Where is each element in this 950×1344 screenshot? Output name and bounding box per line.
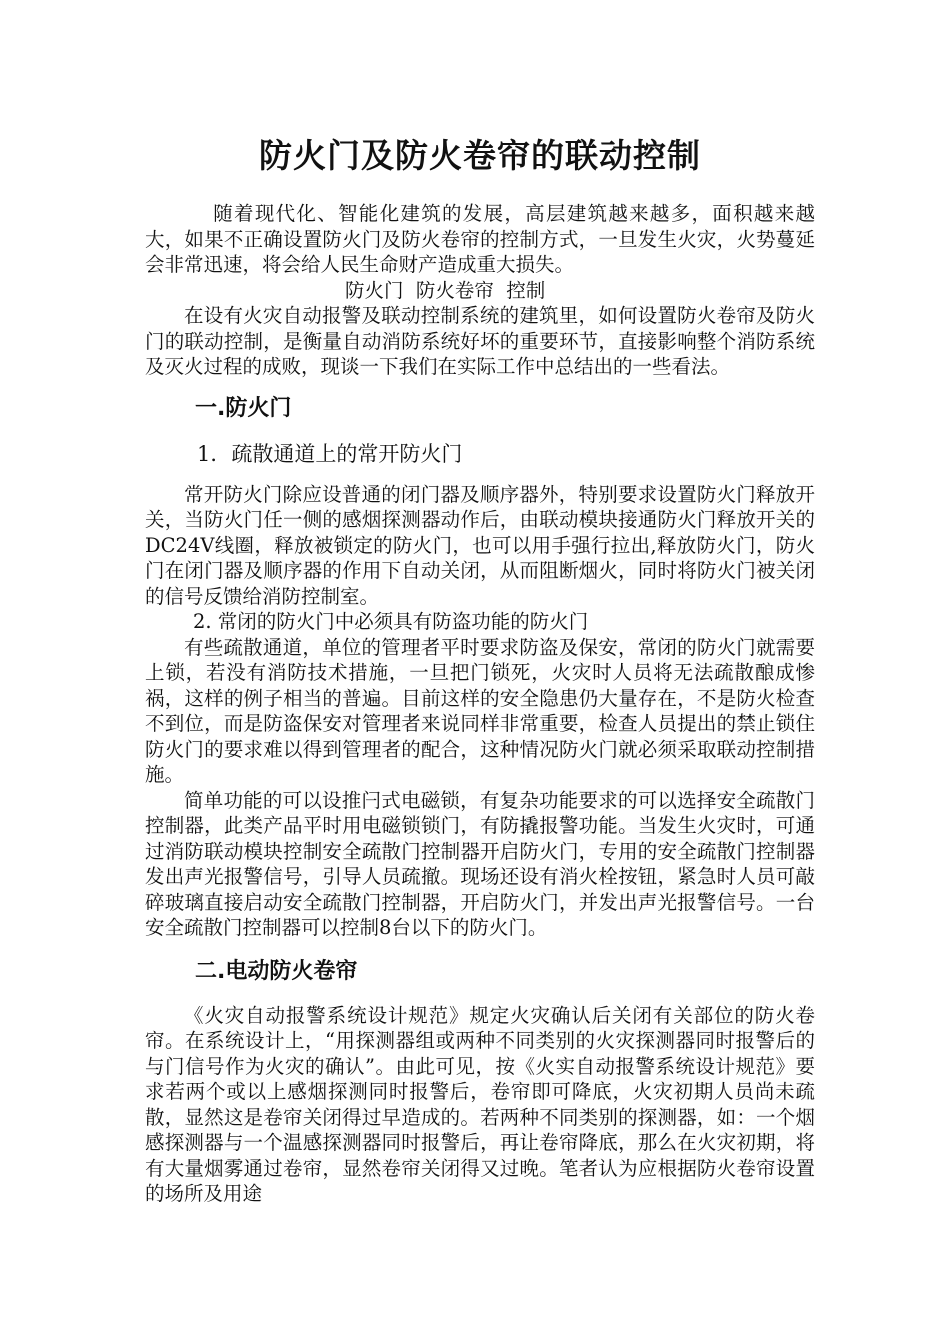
document-page	[145, 120, 815, 1207]
subsection-heading-normally-closed: 2. 常闭的防火门中必须具有防盗功能的防火门	[193, 610, 589, 633]
section-heading-fire-doors: 一.防火门	[195, 395, 292, 421]
intro-paragraph: 随着现代化、智能化建筑的发展，高层建筑越来越多，面积越来越大，如果不正确设置防火门及防火卷帘的控制方式，一旦发生火灾，火势蔓延会非常迅速，将会给人民生命财产造成重大损失。	[145, 202, 815, 276]
body-paragraph: 常开防火门除应设普通的闭门器及顺序器外，特别要求设置防火门释放开关，当防火门任一侧的感烟探测器动作后，由联动模块接通防火门释放开关的DC24V线圈，释放被锁定的防火门，也可以用手强行拉出,释放防火门，防火门在闭门器及顺序器的作用下自动关闭，从而阻断烟火，同时将防火门被关闭的信号反馈给消防控制室。	[145, 482, 815, 608]
body-paragraph: 简单功能的可以设推闩式电磁锁，有复杂功能要求的可以选择安全疏散门控制器，此类产品平时用电磁锁锁门，有防撬报警功能。当发生火灾时，可通过消防联动模块控制安全疏散门控制器开启防火门，专用的安全疏散门控制器发出声光报警信号，引导人员疏撤。现场还设有消火栓按钮，紧急时人员可敲碎玻璃直接启动安全疏散门控制器，开启防火门，并发出声光报警信号。一台安全疏散门控制器可以控制8台以下的防火门。	[145, 788, 815, 939]
keywords-line: 防火门 防火卷帘 控制	[345, 278, 546, 302]
subsection-heading-normally-open: 1．疏散通道上的常开防火门	[197, 441, 463, 466]
body-paragraph: 《火灾自动报警系统设计规范》规定火灾确认后关闭有关部位的防火卷帘。在系统设计上，“用探测器组或两种不同类别的火灾探测器同时报警后的与门信号作为火灾的确认”。由此可见，按《火实自动报警系统设计规范》要求若两个或以上感烟探测同时报警后，卷帘即可降底，火灾初期人员尚未疏散，显然这是卷帘关闭得过早造成的。若两种不同类别的探测器，如：一个烟感探测器与一个温感探测器同时报警后，再让卷帘降底，那么在火灾初期，将有大量烟雾通过卷帘，显然卷帘关闭得又过晚。笔者认为应根据防火卷帘设置的场所及用途	[145, 1003, 815, 1205]
section-heading-fire-shutters: 二.电动防火卷帘	[195, 958, 358, 984]
body-paragraph: 有些疏散通道，单位的管理者平时要求防盗及保安，常闭的防火门就需要上锁，若没有消防技术措施，一旦把门锁死，火灾时人员将无法疏散酿成惨祸，这样的例子相当的普遍。目前这样的安全隐患仍大量存在，不是防火检查不到位，而是防盗保安对管理者来说同样非常重要，检查人员提出的禁止锁住防火门的要求难以得到管理者的配合，这种情况防火门就必须采取联动控制措施。	[145, 635, 815, 786]
body-paragraph: 在设有火灾自动报警及联动控制系统的建筑里，如何设置防火卷帘及防火门的联动控制，是衡量自动消防系统好坏的重要环节，直接影响整个消防系统及灭火过程的成败，现谈一下我们在实际工作中总结出的一些看法。	[145, 304, 815, 378]
document-title: 防火门及防火卷帘的联动控制	[259, 136, 701, 175]
